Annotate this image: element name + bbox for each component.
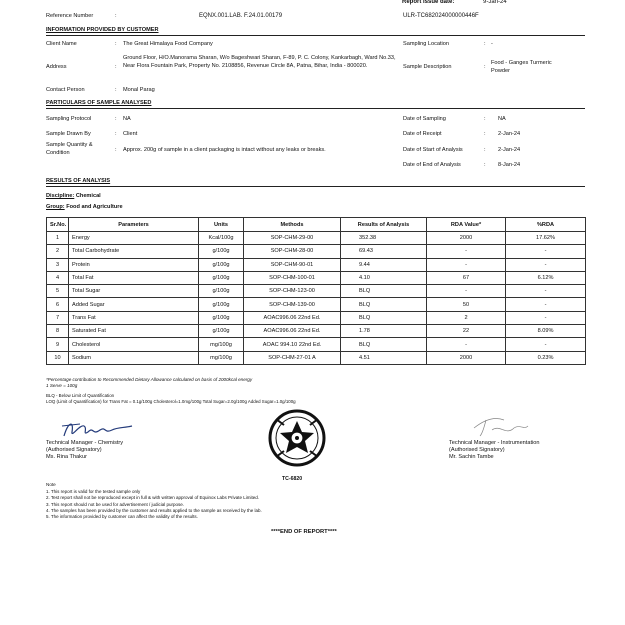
sampling-location: - (491, 41, 493, 47)
client-name-label: Client Name (46, 41, 77, 47)
table-cell: SOP-CHM-28-00 (244, 245, 341, 258)
date-of-receipt-label: Date of Receipt (403, 131, 442, 137)
sample-drawn-by: Client (123, 131, 138, 137)
table-cell: 69.43 (341, 245, 427, 258)
table-cell: - (506, 311, 586, 324)
note-item: 3. This report should not be used for advertisement / judicial purpose. (46, 501, 184, 507)
table-cell: 22 (427, 325, 506, 338)
table-cell: Cholesterol (69, 338, 199, 351)
reference-number: EQNX.001.LAB. F.24.01.00179 (199, 13, 283, 19)
table-row (47, 285, 586, 298)
table-cell: - (506, 245, 586, 258)
date-of-sampling-label: Date of Sampling (403, 116, 446, 122)
table-cell: 2000 (427, 351, 506, 364)
table-cell: 2 (427, 311, 506, 324)
table-cell: SOP-CHM-100-01 (244, 271, 341, 284)
table-cell: SOP-CHM-29-00 (244, 232, 341, 245)
table-cell: 6 (47, 298, 69, 311)
discipline-label: Discipline: (46, 193, 75, 199)
table-cell: 1.78 (341, 325, 427, 338)
date-end-analysis: 8-Jan-24 (498, 162, 521, 168)
table-cell: 8.09% (506, 325, 586, 338)
group-label: Group: (46, 204, 65, 210)
table-cell: SOP-CHM-90-01 (244, 258, 341, 271)
left-signatory-title: Technical Manager - Chemistry (46, 440, 124, 446)
table-row (47, 298, 586, 311)
table-cell: g/100g (199, 245, 244, 258)
signature-right (470, 414, 532, 440)
table-cell: BLQ (341, 311, 427, 324)
table-cell: 10 (47, 351, 69, 364)
table-cell: Sodium (69, 351, 199, 364)
table-cell: AOAC 994.10 22nd Ed. (244, 338, 341, 351)
table-cell: 7 (47, 311, 69, 324)
client-name: The Great Himalaya Food Company (123, 41, 213, 47)
serve-footnote: 1 Serve = 100g (46, 383, 78, 388)
column-header: Parameters (69, 218, 199, 232)
results-section-title: RESULTS OF ANALYSIS (46, 178, 111, 184)
table-row (47, 338, 586, 351)
colon: : (115, 87, 117, 93)
date-end-analysis-label: Date of End of Analysis (403, 162, 461, 168)
table-cell: Total Sugar (69, 285, 199, 298)
customer-section-title: INFORMATION PROVIDED BY CUSTOMER (46, 27, 159, 33)
table-cell: 3 (47, 258, 69, 271)
table-cell: g/100g (199, 325, 244, 338)
table-cell: - (427, 258, 506, 271)
colon: : (115, 116, 117, 122)
table-cell: BLQ (341, 338, 427, 351)
table-cell: Energy (69, 232, 199, 245)
table-cell: g/100g (199, 298, 244, 311)
sample-description: Food - Ganges Turmeric Powder (491, 60, 552, 74)
contact-person-label: Contact Person (46, 87, 85, 93)
table-cell: AOAC996.06 22nd Ed. (244, 325, 341, 338)
colon: : (484, 64, 486, 70)
table-cell: AOAC996.06 22nd Ed. (244, 311, 341, 324)
table-cell: SOP-CHM-123-00 (244, 285, 341, 298)
colon: : (484, 41, 486, 47)
sample-drawn-by-label: Sample Drawn By (46, 131, 91, 137)
table-cell: 352.38 (341, 232, 427, 245)
colon: : (484, 162, 486, 168)
report-issue-date: 9-Jan-24 (483, 0, 507, 5)
colon: : (484, 131, 486, 137)
table-cell: 4 (47, 271, 69, 284)
table-row (47, 232, 586, 245)
table-cell: SOP-CHM-27-01 A (244, 351, 341, 364)
table-cell: g/100g (199, 285, 244, 298)
table-cell: g/100g (199, 271, 244, 284)
signature-left (58, 416, 138, 442)
notes-heading: Note (46, 482, 56, 487)
table-cell: Kcal/100g (199, 232, 244, 245)
table-cell: 5 (47, 285, 69, 298)
table-cell: - (427, 285, 506, 298)
column-header: %RDA (506, 218, 586, 232)
table-cell: - (427, 245, 506, 258)
table-cell: Protein (69, 258, 199, 271)
table-cell: - (506, 285, 586, 298)
sample-description-label: Sample Description (403, 64, 452, 70)
particulars-section-title: PARTICULARS OF SAMPLE ANALYSED (46, 100, 152, 106)
right-signatory-role: (Authorised Signatory) (449, 447, 505, 453)
table-cell: Added Sugar (69, 298, 199, 311)
table-cell: 6.12% (506, 271, 586, 284)
group-value: Food and Agriculture (66, 204, 123, 210)
table-cell: g/100g (199, 311, 244, 324)
colon: : (115, 147, 117, 153)
sampling-protocol-label: Sampling Protocol (46, 116, 92, 122)
results-table (46, 217, 586, 365)
table-cell: mg/100g (199, 351, 244, 364)
table-cell: 67 (427, 271, 506, 284)
table-row (47, 351, 586, 364)
left-signatory-role: (Authorised Signatory) (46, 447, 102, 453)
table-row (47, 258, 586, 271)
date-start-analysis-label: Date of Start of Analysis (403, 147, 463, 153)
address-label: Address (46, 64, 67, 70)
table-cell: Total Carbohydrate (69, 245, 199, 258)
column-header: Results of Analysis (341, 218, 427, 232)
table-cell: BLQ (341, 298, 427, 311)
address: Ground Floor, H/O.Manorama Sharan, W/o Bageshwari Sharan, F-89, P. C. Colony, Kankarbagh, Ward No.33, Near Flora Fountain Park, Property No. 2108856, Revenue Circle 8A, Patna, Bihar, India - 800020. (123, 55, 396, 69)
table-cell: SOP-CHM-139-00 (244, 298, 341, 311)
table-cell: g/100g (199, 258, 244, 271)
sampling-protocol: NA (123, 116, 131, 122)
report-issue-label: Report Issue date: (402, 0, 455, 5)
ulr-number: ULR-TC682024000000446F (403, 13, 479, 19)
table-cell: 2000 (427, 232, 506, 245)
group-line (46, 204, 123, 210)
table-cell: BLQ (341, 285, 427, 298)
discipline-value: Chemical (75, 193, 101, 199)
rda-footnote: *Percentage contribution to Recommended Dietary Allowance calculated on basis of 2000kcal energy (46, 377, 253, 382)
divider (46, 108, 585, 109)
note-item: 5. The information provided by customer can affect the validity of the results. (46, 514, 198, 520)
table-cell: 4.10 (341, 271, 427, 284)
date-of-receipt: 2-Jan-24 (498, 131, 521, 137)
table-header-row (47, 218, 586, 232)
contact-person: Monal Parag (123, 87, 155, 93)
colon: : (484, 116, 486, 122)
table-cell: 17.62% (506, 232, 586, 245)
table-cell: Saturated Fat (69, 325, 199, 338)
sample-quantity: Approx. 200g of sample in a client packaging is intact without any leaks or breaks. (123, 147, 326, 153)
colon: : (484, 147, 486, 153)
table-cell: mg/100g (199, 338, 244, 351)
end-of-report: ****END OF REPORT**** (271, 529, 337, 535)
divider (46, 186, 585, 187)
column-header: Sr.No. (47, 218, 69, 232)
accreditation-seal-icon (262, 405, 332, 475)
note-item: 1. This report is valid for the tested sample only (46, 489, 141, 494)
column-header: RDA Value* (427, 218, 506, 232)
note-item: 4. The samples has been provided by the customer and results applied to the sample as received by the lab. (46, 507, 262, 513)
right-signatory-name: Mr. Sachin Tambe (449, 454, 494, 460)
table-cell: - (427, 338, 506, 351)
table-row (47, 245, 586, 258)
reference-label: Reference Number (46, 13, 94, 19)
table-row (47, 311, 586, 324)
reference-colon: : (115, 13, 117, 19)
table-cell: 50 (427, 298, 506, 311)
table-cell: - (506, 258, 586, 271)
table-cell: - (506, 338, 586, 351)
blq-footnote: BLQ - Below Limit of Quantification (46, 393, 115, 398)
column-header: Methods (244, 218, 341, 232)
table-cell: 4.51 (341, 351, 427, 364)
right-signatory-title: Technical Manager - Instrumentation (449, 440, 540, 446)
table-cell: - (506, 298, 586, 311)
table-row (47, 325, 586, 338)
table-body (47, 232, 586, 365)
divider (46, 35, 585, 36)
column-header: Units (199, 218, 244, 232)
sampling-location-label: Sampling Location (403, 41, 450, 47)
table-cell: 2 (47, 245, 69, 258)
table-cell: 9 (47, 338, 69, 351)
sample-quantity-label: Sample Quantity & Condition (46, 142, 93, 156)
colon: : (115, 64, 117, 70)
date-of-sampling: NA (498, 116, 506, 122)
note-item: 2. Test report shall not be reproduced except in full & with written approval of Equinox Labs Private Limited. (46, 495, 260, 501)
table-cell: 1 (47, 232, 69, 245)
discipline-line (46, 193, 101, 199)
table-cell: Trans Fat (69, 311, 199, 324)
table-row (47, 271, 586, 284)
table-cell: 9.44 (341, 258, 427, 271)
table-cell: 8 (47, 325, 69, 338)
colon: : (115, 131, 117, 137)
loq-footnote: LOQ (Limit of Quantification) for Trans Fat = 0.1g/100g Cholesterol=1.0mg/100g Total Sugar=2.0g/100g Added Sugar=1.0g/100g (46, 399, 296, 404)
table-cell: 0.23% (506, 351, 586, 364)
colon: : (115, 41, 117, 47)
table-cell: Total Fat (69, 271, 199, 284)
seal-code: TC-6820 (282, 476, 303, 482)
date-start-analysis: 2-Jan-24 (498, 147, 521, 153)
left-signatory-name: Ms. Rina Thakur (46, 454, 87, 460)
